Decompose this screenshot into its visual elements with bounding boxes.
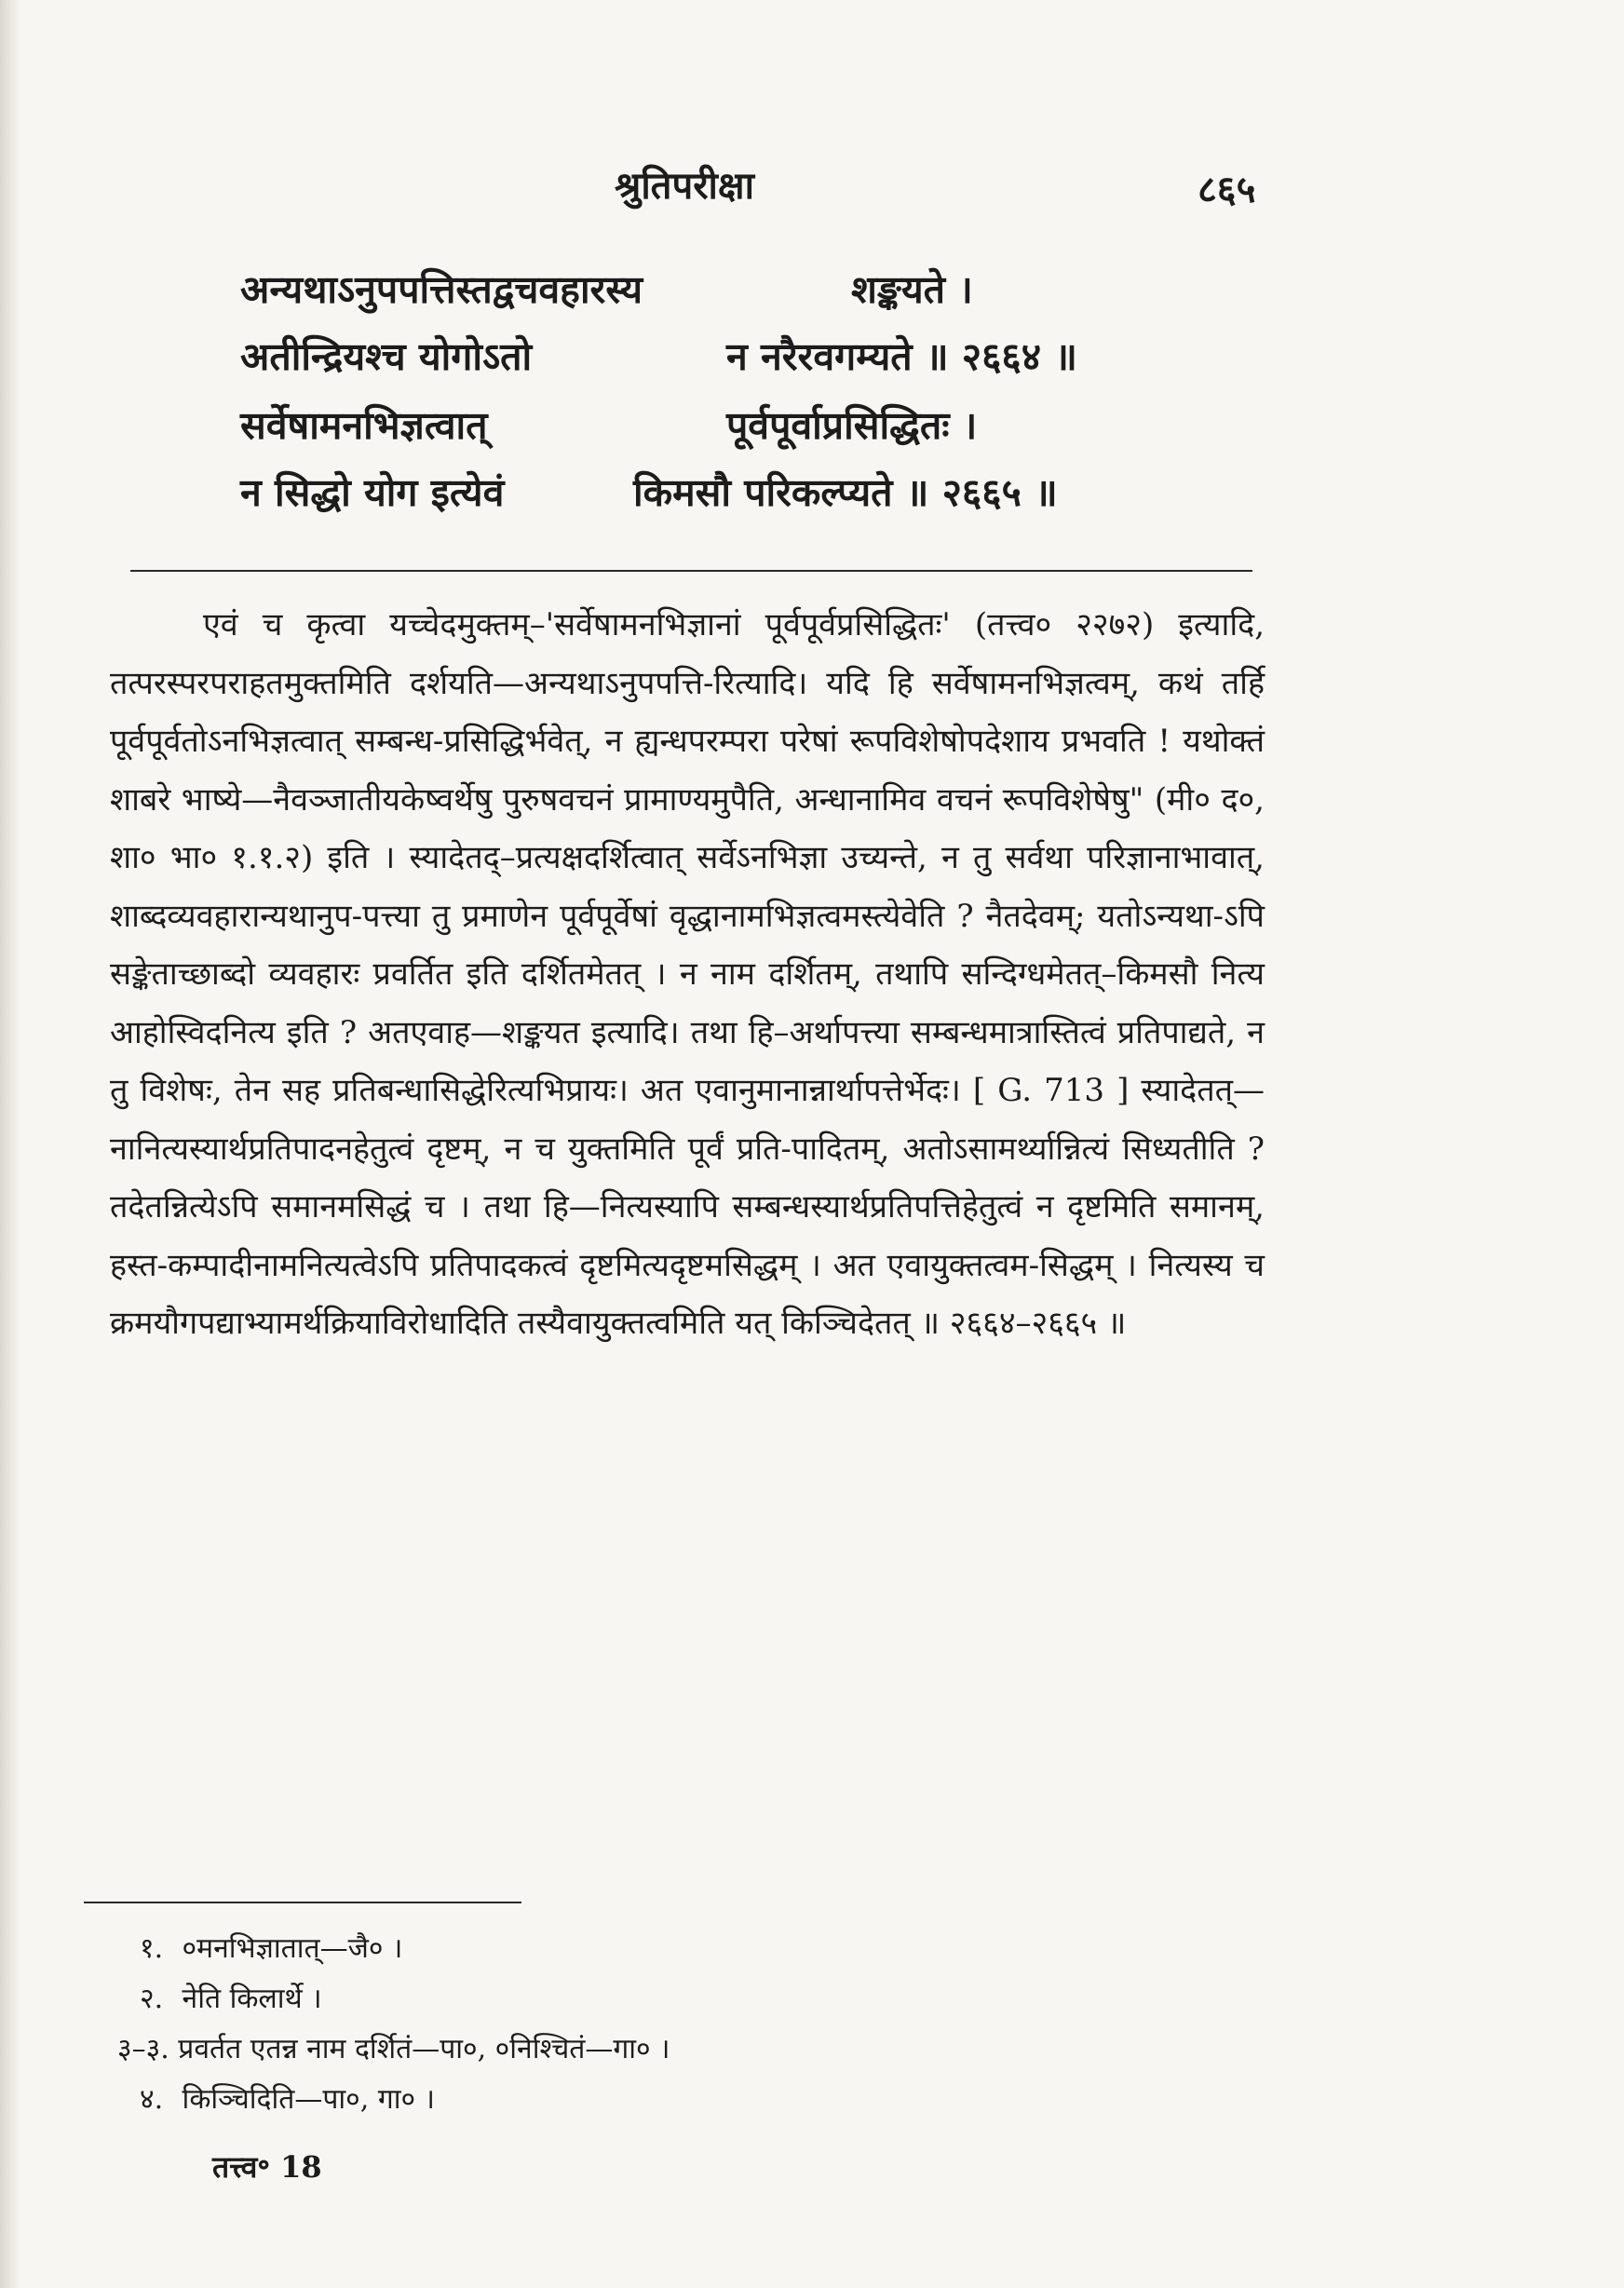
page-header [0, 158, 1624, 233]
verse-half-left: सर्वेषामनभिज्ञत्वात् [240, 403, 488, 448]
verse-divider-rule [130, 570, 1252, 572]
commentary-paragraph: एवं च कृत्वा यच्चेदमुक्तम्–'सर्वेषामनभिज्ञानां पूर्वपूर्वप्रसिद्धितः' (तत्त्व० २२७२) इत्यादि, तत्परस्परपराहतमुक्तमिति दर्शयति—अन्यथाऽनुपपत्ति-रित्यादि। यदि हि सर्वेषामनभिज्ञत्वम्, कथं तर्हि पूर्वपूर्वतोऽनभिज्ञत्वात् सम्बन्ध-प्रसिद्धिर्भवेत्, न ह्यन्धपरम्परा परेषां रूपविशेषोपदेशाय प्रभवति ! यथोक्तं शाबरे भाष्ये—नैवञ्जातीयकेष्वर्थेषु पुरुषवचनं प्रामाण्यमुपैति, अन्धानामिव वचनं रूपविशेषेषु" (मी० द०, शा० भा० १.१.२) इति । स्यादेतद्–प्रत्यक्षदर्शित्वात् सर्वेऽनभिज्ञा उच्यन्ते, न तु सर्वथा परिज्ञानाभावात्, शाब्दव्यवहारान्यथानुप-पत्त्या तु प्रमाणेन पूर्वपूर्वेषां वृद्धानामभिज्ञत्वमस्त्येवेति ? नैतदेवम्; यतोऽन्यथा-ऽपि सङ्केताच्छाब्दो व्यवहारः प्रवर्तित इति दर्शितमेतत् । न नाम दर्शितम्, तथापि सन्दिग्धमेतत्–किमसौ नित्य आहोस्विदनित्य इति ? अतएवाह—शङ्कयत इत्यादि। तथा हि–अर्थापत्त्या सम्बन्धमात्रास्तित्वं प्रतिपाद्यते, न तु विशेषः, तेन सह प्रतिबन्धासिद्धेरित्यभिप्रायः। अत एवानुमानान्नार्थापत्तेर्भेदः। [ G. 713 ] स्यादेतत्—नानित्यस्यार्थप्रतिपादनहेतुत्वं दृष्टम्, न च युक्तमिति पूर्वं प्रति-पादितम्, अतोऽसामर्थ्यान्नित्यं सिध्यतीति ? तदेतन्नित्येऽपि समानमसिद्धं च । तथा हि—नित्यस्यापि सम्बन्धस्यार्थप्रतिपत्तिहेतुत्वं न दृष्टमिति समानम्, हस्त-कम्पादीनामनित्यत्वेऽपि प्रतिपादकत्वं दृष्टमित्यदृष्टमसिद्धम् । अत एवायुक्तत्वम-सिद्धम् । नित्यस्य च क्रमयौगपद्याभ्यामर्थक्रियाविरोधादिति तस्यैवायुक्तत्वमिति यत् किञ्चिदेतत् ॥ २६६४–२६६५ ॥ [110, 606, 1265, 1342]
verse-half-right: शङ्कयते । [851, 267, 973, 312]
verse-line [0, 263, 1624, 328]
footnote-number: ४. [140, 2083, 164, 2116]
footnote-number: २. [140, 1983, 164, 2015]
footnote [140, 2075, 1164, 2125]
verse-half-left: न सिद्धो योग इत्येवं [240, 470, 505, 515]
commentary-text [110, 596, 1265, 1353]
verse-half-right: किमसौ परिकल्प्यते ॥ २६६५ ॥ [633, 470, 1058, 515]
verse-line [0, 330, 1624, 395]
verse-line [0, 399, 1624, 464]
verse-half-right: न नरैरवगम्यते ॥ २६६४ ॥ [726, 334, 1077, 379]
verse-half-left: अन्यथाऽनुपपत्तिस्तद्वचवहारस्य [240, 267, 643, 312]
footnote-text: प्रवर्तत एतन्न नाम दर्शितं—पा०, ०निश्चितं—गा० । [178, 2033, 670, 2065]
running-title: श्रुतिपरीक्षा [615, 164, 754, 208]
footnote [140, 1924, 1164, 1974]
page-number: ८६५ [1198, 168, 1256, 211]
footnote-text: किञ्चिदिति—पा०, गा० । [182, 2083, 436, 2116]
footnote [140, 1974, 1164, 2024]
footnote-text: ०मनभिज्ञातात्—जै० । [182, 1932, 403, 1965]
signature-mark: तत्त्व॰ 18 [212, 2149, 322, 2185]
verse-half-left: अतीन्द्रियश्च योगोऽतो [240, 334, 533, 379]
footnotes [117, 1924, 1164, 2125]
footnote-number: १. [140, 1932, 164, 1965]
footnote-text: नेति किलार्थे । [182, 1983, 322, 2015]
footnote [117, 2024, 1164, 2075]
verse-line [0, 466, 1624, 531]
footnote-divider-rule [84, 1902, 521, 1903]
verse-half-right: पूर्वपूर्वाप्रसिद्धितः । [726, 403, 978, 448]
footnote-number: ३–३. [117, 2033, 169, 2065]
